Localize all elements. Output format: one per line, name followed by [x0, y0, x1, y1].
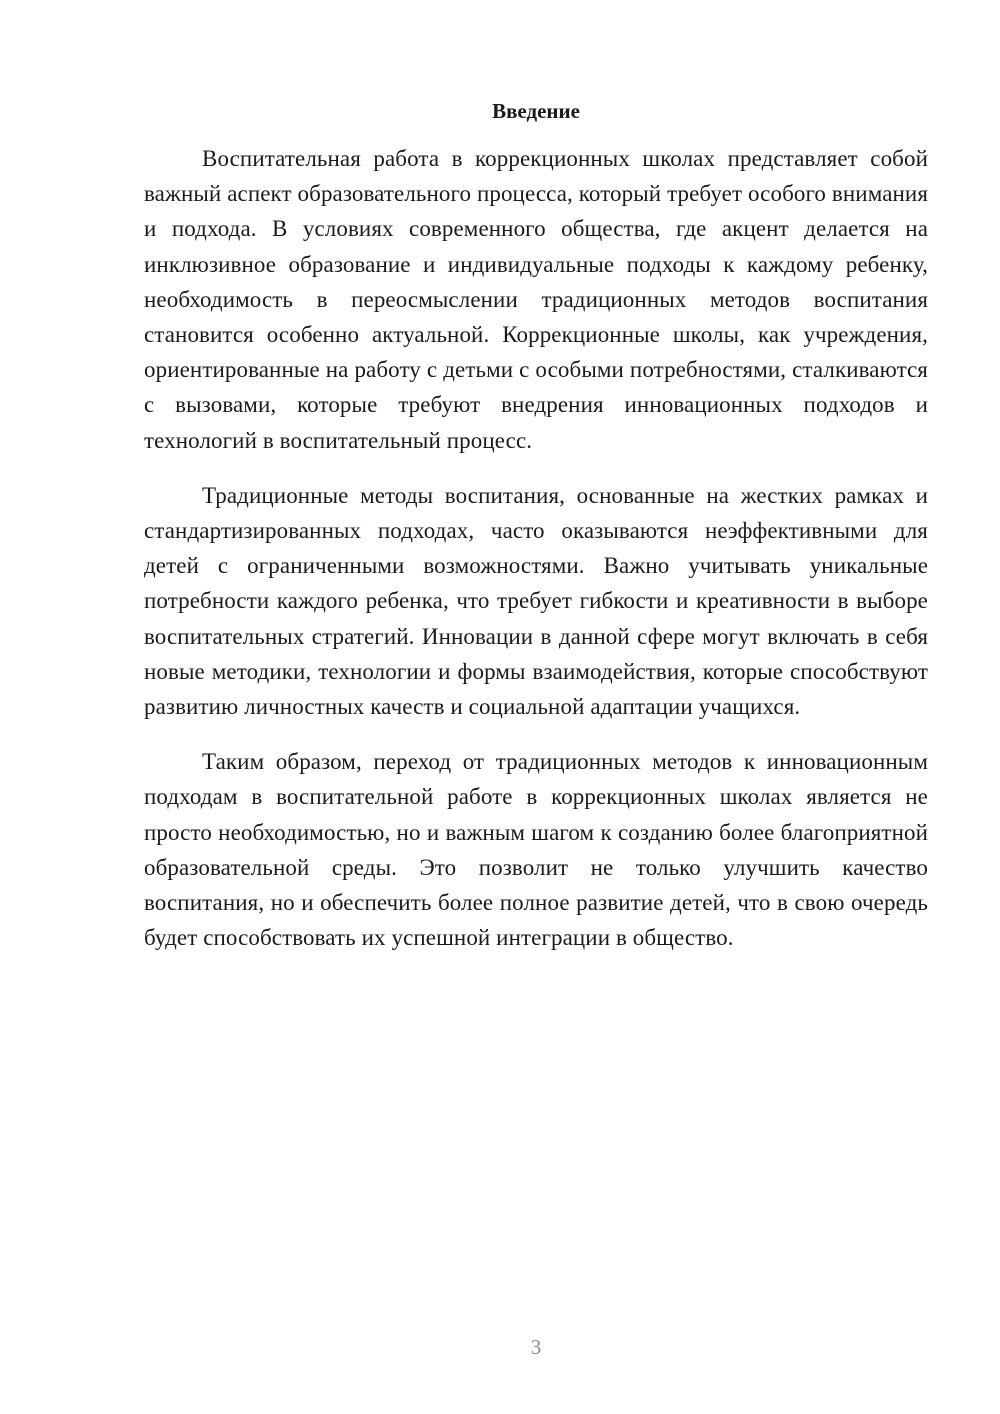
section-title: Введение	[492, 99, 580, 123]
page-number: 3	[530, 1335, 542, 1359]
paragraph-3: Таким образом, переход от традиционных методов к инновационным подходам в воспитательной работе в коррекционных школах является не просто необходимостью, но и важным шагом к созданию более благоприятной образовательной среды. Это позволит не только улучшить качество воспитания, но и обеспечить более полное развитие детей, что в свою очередь будет способствовать их успешной интеграции в общество.	[144, 749, 928, 951]
body-text	[144, 141, 928, 975]
paragraph-2: Традиционные методы воспитания, основанные на жестких рамках и стандартизированных подходах, часто оказываются неэффективными для детей с ограниченными возможностями. Важно учитывать уникальные потребности каждого ребенка, что требует гибкости и креативности в выборе воспитательных стратегий. Инновации в данной сфере могут включать в себя новые методики, технологии и формы взаимодействия, которые способствуют развитию личностных качеств и социальной адаптации учащихся.	[144, 482, 928, 720]
paragraph-1: Воспитательная работа в коррекционных школах представляет собой важный аспект образовательного процесса, который требует особого внимания и подхода. В условиях современного общества, где акцент делается на инклюзивное образование и индивидуальные подходы к каждому ребенку, необходимость в переосмыслении традиционных методов воспитания становится особенно актуальной. Коррекционные школы, как учреждения, ориентированные на работу с детьми с особыми потребностями, сталкиваются с вызовами, которые требуют внедрения инновационных подходов и технологий в воспитательный процесс.	[144, 146, 928, 453]
